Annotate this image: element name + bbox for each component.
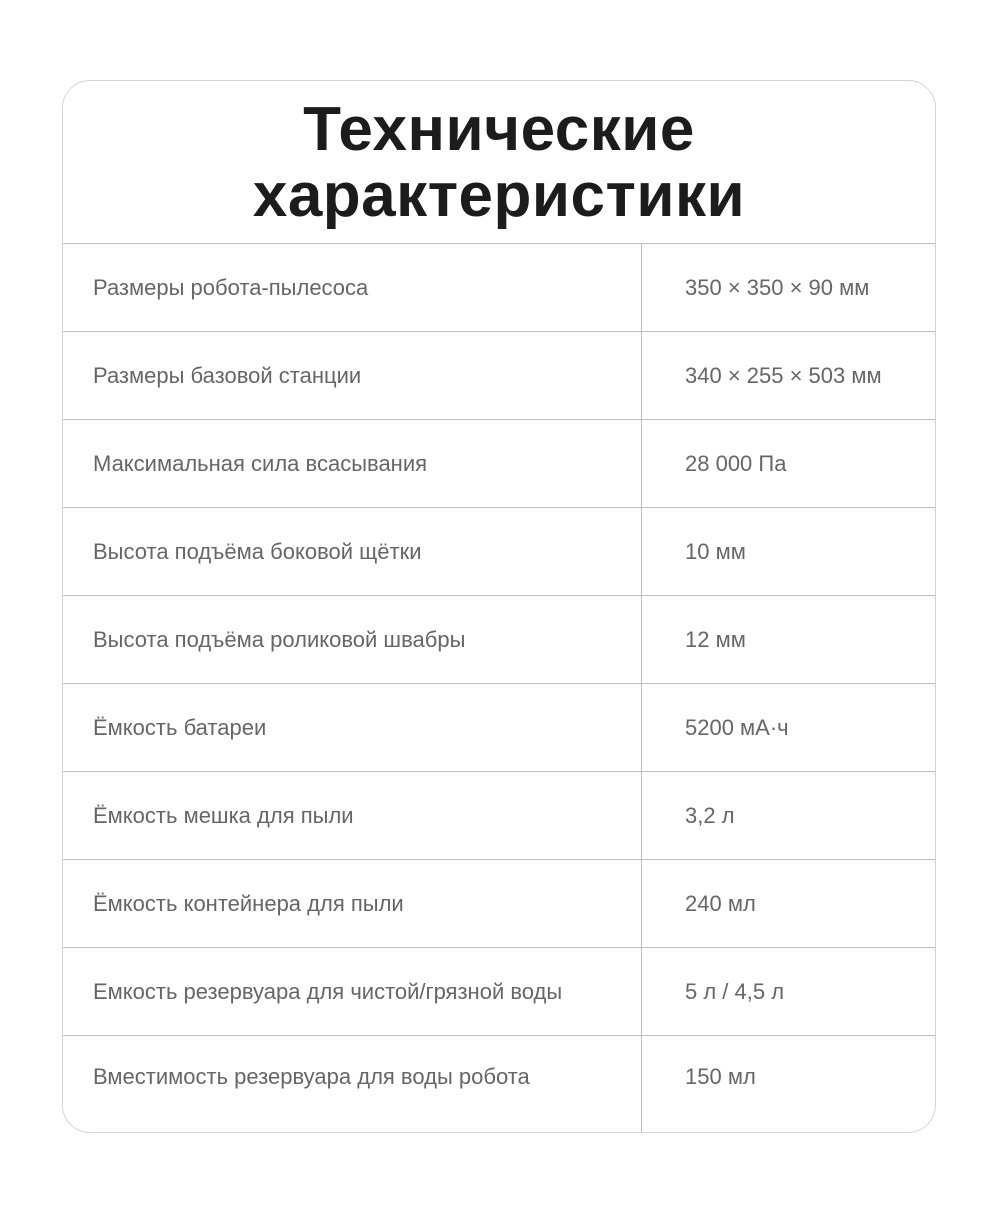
page-title	[253, 95, 745, 229]
table-row	[63, 420, 935, 508]
spec-value: 3,2 л	[685, 802, 735, 828]
spec-label: Высота подъёма роликовой швабры	[63, 596, 642, 683]
spec-label: Высота подъёма боковой щётки	[63, 508, 642, 595]
table-row	[63, 948, 935, 1036]
table-row	[63, 684, 935, 772]
specs-table	[63, 244, 935, 1133]
spec-label: Максимальная сила всасывания	[63, 420, 642, 507]
table-row	[63, 772, 935, 860]
spec-label: Ёмкость батареи	[63, 684, 642, 771]
spec-value: 5200 мА·ч	[685, 714, 789, 740]
spec-value: 28 000 Па	[685, 450, 787, 476]
table-row	[63, 332, 935, 420]
specs-card	[62, 80, 936, 1133]
table-row	[63, 596, 935, 684]
table-row	[63, 1036, 935, 1133]
table-row	[63, 508, 935, 596]
table-row	[63, 244, 935, 332]
spec-value: 5 л / 4,5 л	[685, 978, 785, 1004]
title-line-1: Технические	[303, 95, 695, 164]
spec-label: Ёмкость контейнера для пыли	[63, 860, 642, 947]
spec-value: 150 мл	[685, 1064, 756, 1089]
spec-label: Вместимость резервуара для воды робота	[63, 1036, 642, 1133]
specs-header	[63, 81, 935, 244]
spec-value: 240 мл	[685, 890, 756, 916]
spec-value: 340 × 255 × 503 мм	[685, 362, 882, 388]
spec-value: 350 × 350 × 90 мм	[685, 274, 870, 300]
table-row	[63, 860, 935, 948]
spec-label: Размеры базовой станции	[63, 332, 642, 419]
spec-label: Емкость резервуара для чистой/грязной воды	[63, 948, 642, 1035]
spec-label: Размеры робота-пылесоса	[63, 244, 642, 331]
spec-value: 10 мм	[685, 538, 746, 564]
spec-value: 12 мм	[685, 626, 746, 652]
title-line-2: характеристики	[252, 161, 746, 230]
spec-label: Ёмкость мешка для пыли	[63, 772, 642, 859]
